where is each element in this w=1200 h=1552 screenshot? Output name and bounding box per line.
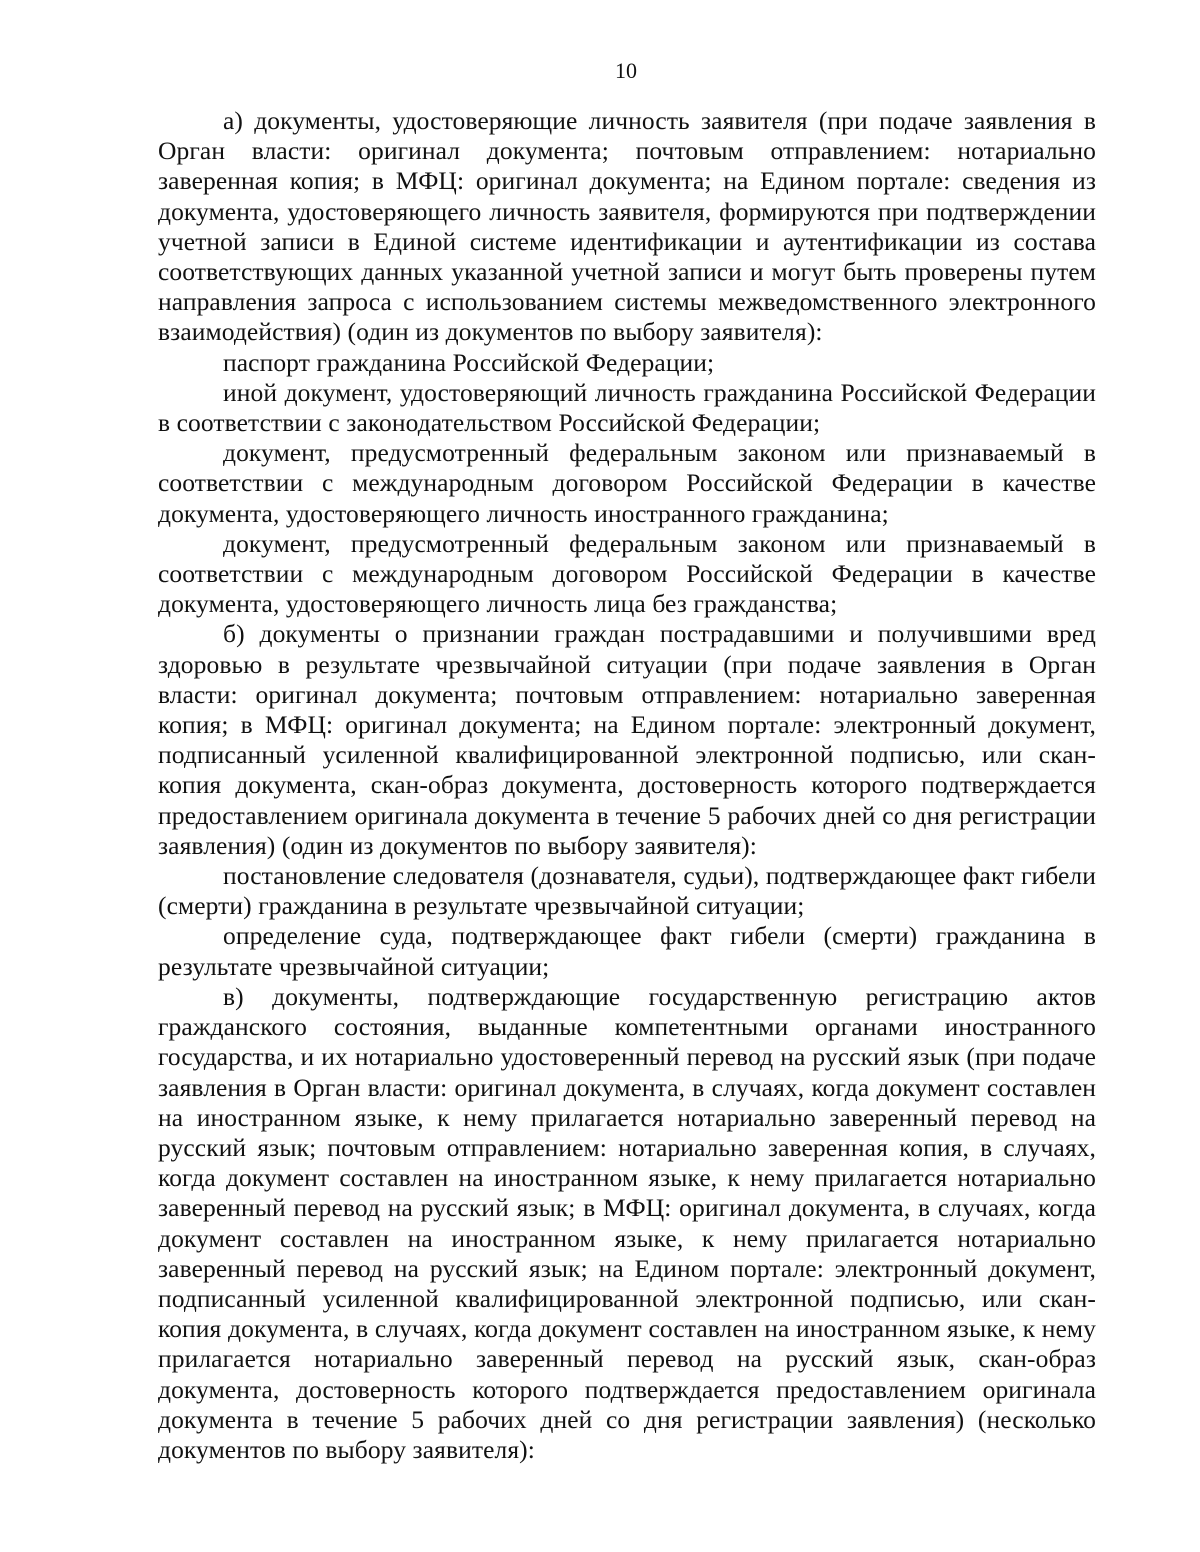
paragraph-item-b: б) документы о признании граждан пострадавшими и получившими вред здоровью в результате чрезвычайной ситуации (при подаче заявления в Орган власти: оригинал документа; почтовым отправлением: нотариально заверенная копия; в МФЦ: оригинал документа; на Едином портале: электронный документ, подписанный усиленной квалифицированной электронной подписью, или скан-копия документа, скан-образ документа, достоверность которого подтверждается предоставлением оригинала документа в течение 5 рабочих дней со дня регистрации заявления) (один из документов по выбору заявителя):	[158, 619, 1096, 860]
document-body	[158, 106, 1096, 1465]
paragraph-item-v: в) документы, подтверждающие государственную регистрацию актов гражданского состояния, выданные компетентными органами иностранного государства, и их нотариально удостоверенный перевод на русский язык (при подаче заявления в Орган власти: оригинал документа, в случаях, когда документ составлен на иностранном языке, к нему прилагается нотариально заверенный перевод на русский язык; почтовым отправлением: нотариально заверенная копия, в случаях, когда документ составлен на иностранном языке, к нему прилагается нотариально заверенный перевод на русский язык; в МФЦ: оригинал документа, в случаях, когда документ составлен на иностранном языке, к нему прилагается нотариально заверенный перевод на русский язык; на Едином портале: электронный документ, подписанный усиленной квалифицированной электронной подписью, или скан-копия документа, в случаях, когда документ составлен на иностранном языке, к нему прилагается нотариально заверенный перевод на русский язык, скан-образ документа, достоверность которого подтверждается предоставлением оригинала документа в течение 5 рабочих дней со дня регистрации заявления) (несколько документов по выбору заявителя):	[158, 981, 1096, 1464]
paragraph-passport: паспорт гражданина Российской Федерации;	[223, 347, 715, 377]
page-number: 10	[615, 58, 637, 83]
paragraph-stateless-id: документ, предусмотренный федеральным законом или признаваемый в соответствии с международным договором Российской Федерации в качестве документа, удостоверяющего личность лица без гражданства;	[158, 528, 1096, 619]
paragraph-item-a: а) документы, удостоверяющие личность заявителя (при подаче заявления в Орган власти: оригинал документа; почтовым отправлением: нотариально заверенная копия; в МФЦ: оригинал документа; на Едином портале: сведения из документа, удостоверяющего личность заявителя, формируются при подтверждении учетной записи в Единой системе идентификации и аутентификации из состава соответствующих данных указанной учетной записи и могут быть проверены путем направления запроса с использованием системы межведомственного электронного взаимодействия) (один из документов по выбору заявителя):	[158, 106, 1096, 347]
paragraph-court-ruling: определение суда, подтверждающее факт гибели (смерти) гражданина в результате чрезвычайной ситуации;	[158, 921, 1096, 981]
paragraph-investigator-decree: постановление следователя (дознавателя, судьи), подтверждающее факт гибели (смерти) гражданина в результате чрезвычайной ситуации;	[158, 861, 1096, 921]
paragraph-foreign-citizen-id: документ, предусмотренный федеральным законом или признаваемый в соответствии с международным договором Российской Федерации в качестве документа, удостоверяющего личность иностранного гражданина;	[158, 438, 1096, 528]
paragraph-other-id: иной документ, удостоверяющий личность гражданина Российской Федерации в соответствии с законодательством Российской Федерации;	[158, 377, 1096, 438]
